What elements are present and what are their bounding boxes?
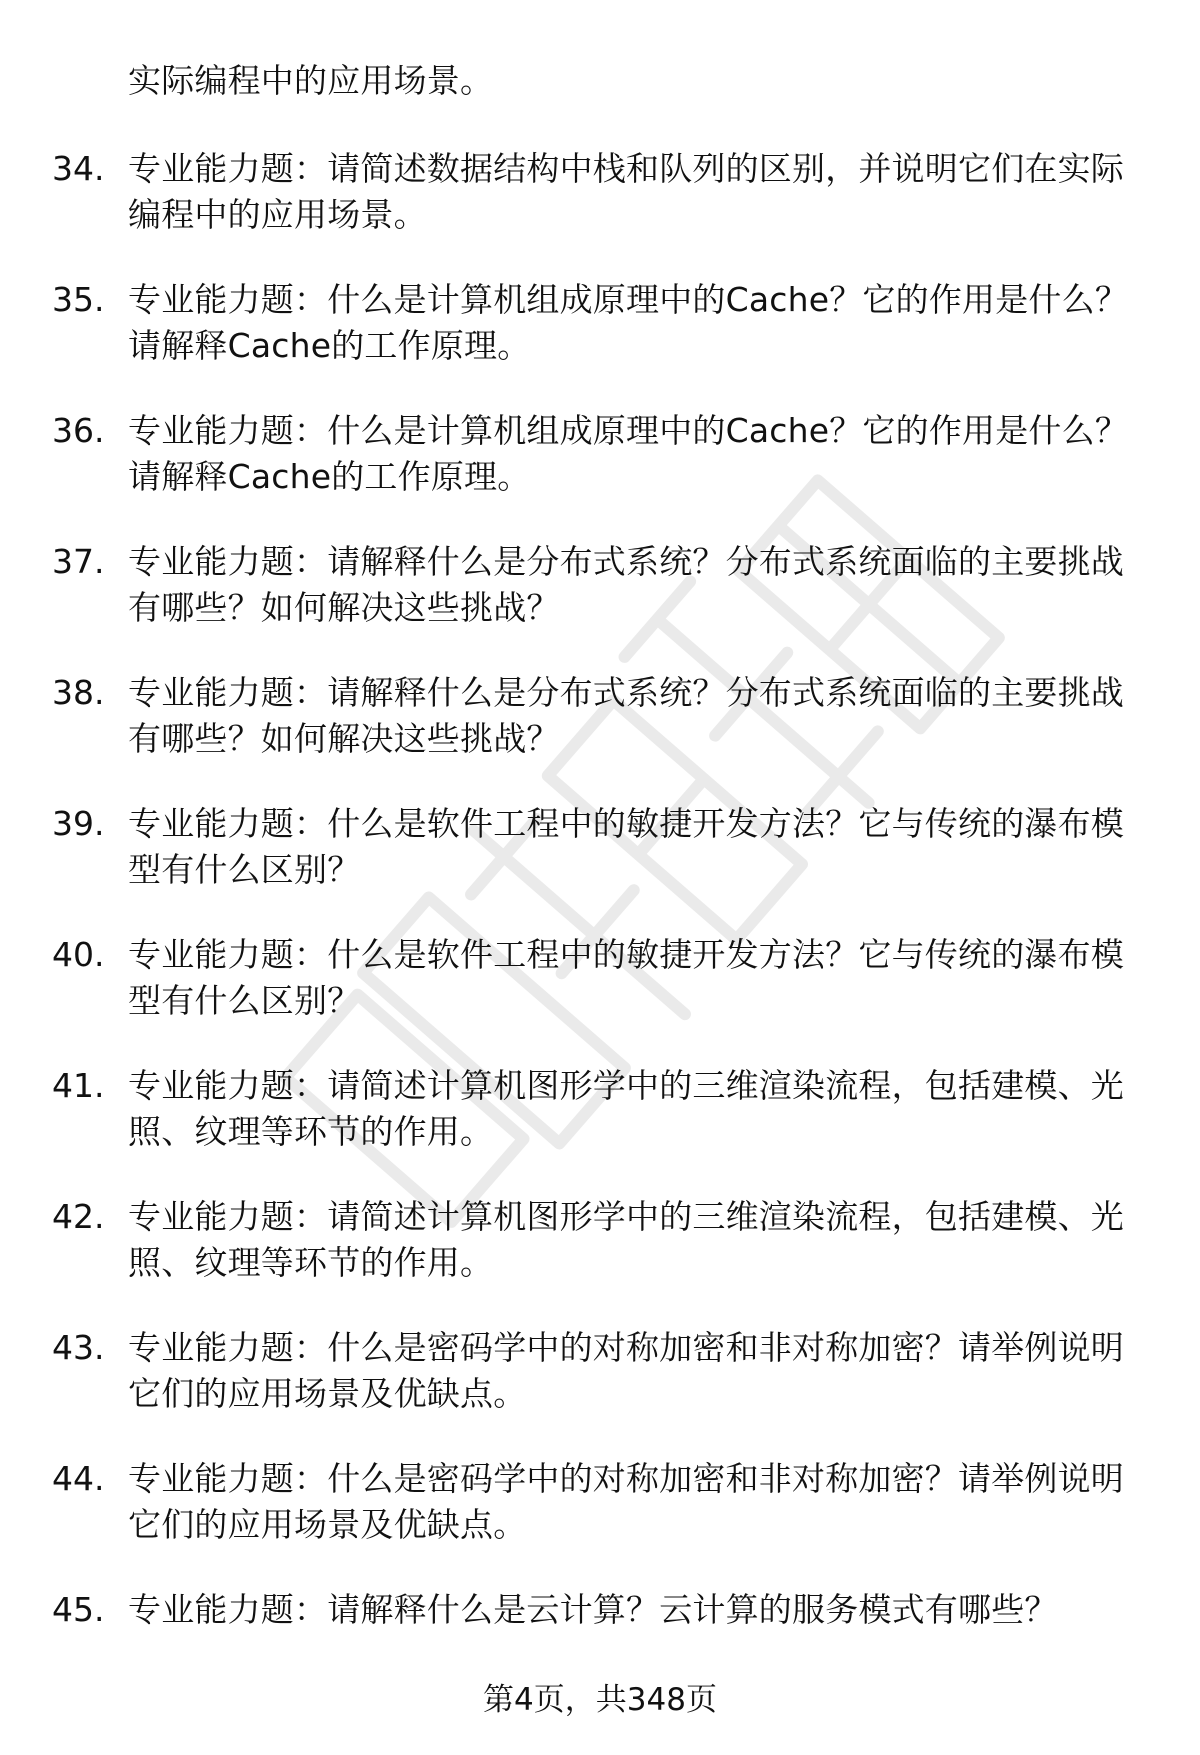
question-number: 39. [52, 804, 105, 843]
question-text: 专业能力题：请简述计算机图形学中的三维渲染流程，包括建模、光照、纹理等环节的作用。 [128, 1066, 1124, 1151]
question-number: 41. [52, 1066, 105, 1105]
question-number: 43. [52, 1328, 105, 1367]
question-text: 专业能力题：请解释什么是分布式系统？分布式系统面临的主要挑战有哪些？如何解决这些挑战？ [128, 673, 1124, 758]
list-item [0, 277, 1200, 408]
list-item [0, 1325, 1200, 1456]
question-text: 专业能力题：请简述数据结构中栈和队列的区别，并说明它们在实际编程中的应用场景。 [128, 149, 1124, 234]
question-text: 专业能力题：什么是密码学中的对称加密和非对称加密？请举例说明它们的应用场景及优缺点。 [128, 1328, 1124, 1413]
question-number: 38. [52, 673, 105, 712]
question-number: 45. [52, 1590, 105, 1629]
question-text: 专业能力题：什么是软件工程中的敏捷开发方法？它与传统的瀑布模型有什么区别？ [128, 935, 1124, 1020]
question-text: 专业能力题：什么是密码学中的对称加密和非对称加密？请举例说明它们的应用场景及优缺点。 [128, 1459, 1124, 1544]
question-number: 42. [52, 1197, 105, 1236]
list-item [0, 1456, 1200, 1587]
question-text: 专业能力题：什么是软件工程中的敏捷开发方法？它与传统的瀑布模型有什么区别？ [128, 804, 1124, 889]
question-number: 36. [52, 411, 105, 450]
list-item [0, 1063, 1200, 1194]
question-text: 专业能力题：请解释什么是云计算？云计算的服务模式有哪些？ [128, 1590, 1058, 1629]
question-text: 专业能力题：请简述计算机图形学中的三维渲染流程，包括建模、光照、纹理等环节的作用。 [128, 1197, 1124, 1282]
question-number: 35. [52, 280, 105, 319]
list-item [0, 1194, 1200, 1325]
question-text: 专业能力题：请解释什么是分布式系统？分布式系统面临的主要挑战有哪些？如何解决这些挑战？ [128, 542, 1124, 627]
list-item [0, 670, 1200, 801]
question-text: 专业能力题：什么是计算机组成原理中的Cache？它的作用是什么？请解释Cache的工作原理。 [128, 411, 1129, 496]
page-number-footer: 第4页，共348页 [483, 1682, 717, 1718]
question-number: 34. [52, 149, 105, 188]
question-list [0, 146, 1200, 1718]
question-number: 44. [52, 1459, 105, 1498]
continued-question-text: 实际编程中的应用场景。 [128, 61, 494, 100]
list-item [0, 801, 1200, 932]
list-item [0, 146, 1200, 277]
list-item [0, 408, 1200, 539]
list-item [0, 539, 1200, 670]
question-number: 37. [52, 542, 105, 581]
question-number: 40. [52, 935, 105, 974]
question-text: 专业能力题：什么是计算机组成原理中的Cache？它的作用是什么？请解释Cache的工作原理。 [128, 280, 1129, 365]
list-item [0, 932, 1200, 1063]
